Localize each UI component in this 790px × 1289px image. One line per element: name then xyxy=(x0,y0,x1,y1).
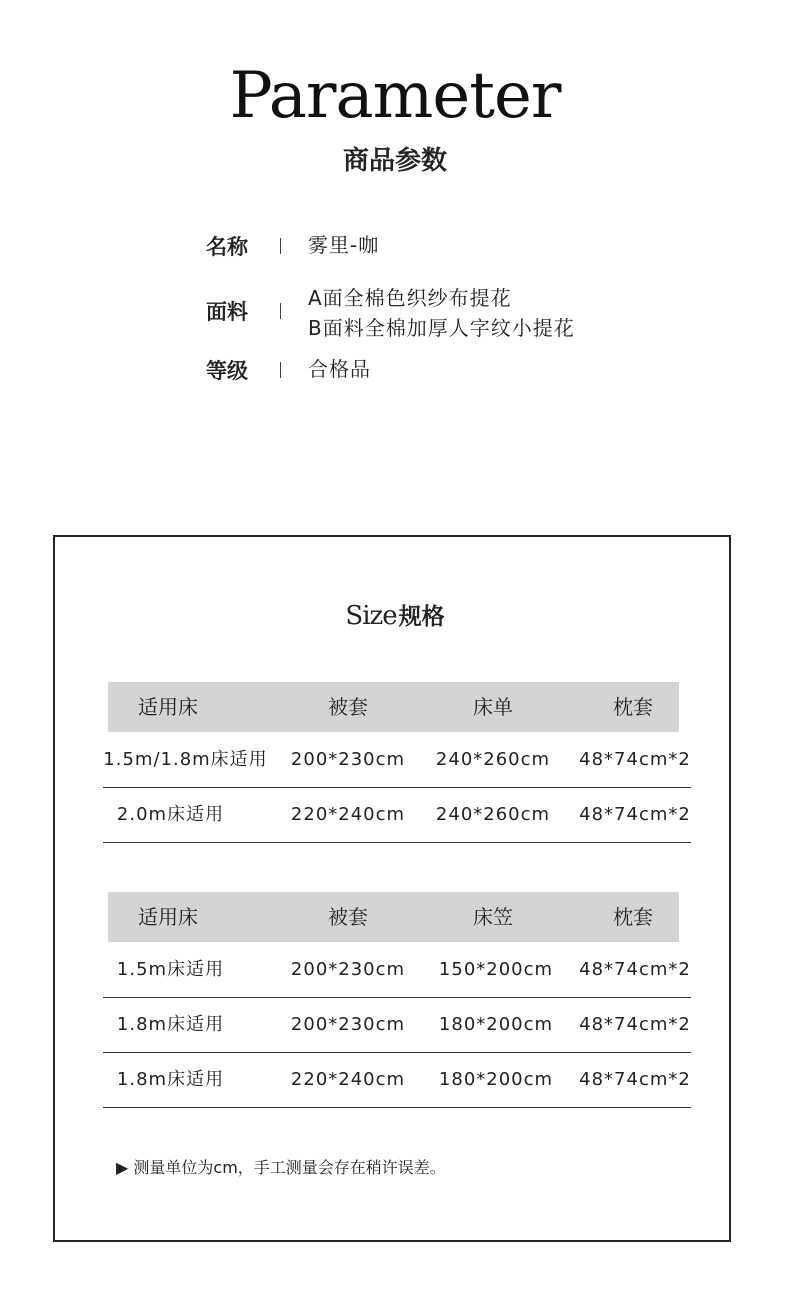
page-title-cn: 商品参数 xyxy=(342,146,447,176)
table-cell: 180*200cm xyxy=(438,1014,554,1035)
header-cell: 床单 xyxy=(473,695,513,719)
table-cell: 200*230cm xyxy=(290,749,406,770)
size-title-en: Size xyxy=(345,601,397,631)
table-row xyxy=(103,997,691,1053)
table-cell: 180*200cm xyxy=(438,1069,554,1090)
param-label: 等级 xyxy=(206,359,248,383)
header-cell: 适用床 xyxy=(138,905,198,929)
param-separator xyxy=(280,238,281,254)
table-cell: 220*240cm xyxy=(290,1069,406,1090)
table-cell: 48*74cm*2 xyxy=(579,749,691,770)
header-cell: 被套 xyxy=(328,905,368,929)
table-cell: 1.8m床适用 xyxy=(116,1069,225,1090)
page-title-en: Parameter xyxy=(229,59,561,133)
table-cell: 48*74cm*2 xyxy=(579,1069,691,1090)
table-row xyxy=(103,732,691,788)
param-label: 名称 xyxy=(206,235,248,259)
table-cell: 200*230cm xyxy=(290,959,406,980)
header-cell: 适用床 xyxy=(138,695,198,719)
table-cell: 150*200cm xyxy=(438,959,554,980)
table-cell: 200*230cm xyxy=(290,1014,406,1035)
table-header xyxy=(108,892,679,942)
measurement-note: ▶ 测量单位为cm，手工测量会存在稍许误差。 xyxy=(116,1158,446,1177)
param-value: A面全棉色织纱布提花 xyxy=(308,286,512,310)
table-cell: 48*74cm*2 xyxy=(579,1014,691,1035)
param-value: 雾里-咖 xyxy=(308,233,380,257)
param-separator xyxy=(280,303,281,319)
table-cell: 2.0m床适用 xyxy=(116,804,225,825)
table-row xyxy=(103,787,691,843)
table-header xyxy=(108,682,679,732)
table-cell: 240*260cm xyxy=(435,749,551,770)
table-cell: 220*240cm xyxy=(290,804,406,825)
size-title-cn: 规格 xyxy=(398,604,445,630)
header-cell: 床笠 xyxy=(473,905,513,929)
table-cell: 1.8m床适用 xyxy=(116,1014,225,1035)
size-panel xyxy=(53,535,731,1242)
size-title xyxy=(0,598,790,637)
table-cell: 1.5m床适用 xyxy=(116,959,225,980)
table-cell: 48*74cm*2 xyxy=(579,804,691,825)
table-cell: 1.5m/1.8m床适用 xyxy=(103,749,268,770)
header-cell: 枕套 xyxy=(613,695,653,719)
param-value: 合格品 xyxy=(308,357,371,381)
param-label: 面料 xyxy=(206,300,248,324)
table-cell: 240*260cm xyxy=(435,804,551,825)
table-row xyxy=(103,1052,691,1108)
header-cell: 被套 xyxy=(328,695,368,719)
table-row xyxy=(103,942,691,998)
param-value: B面料全棉加厚人字纹小提花 xyxy=(308,316,575,340)
header-cell: 枕套 xyxy=(613,905,653,929)
param-separator xyxy=(280,362,281,378)
table-cell: 48*74cm*2 xyxy=(579,959,691,980)
